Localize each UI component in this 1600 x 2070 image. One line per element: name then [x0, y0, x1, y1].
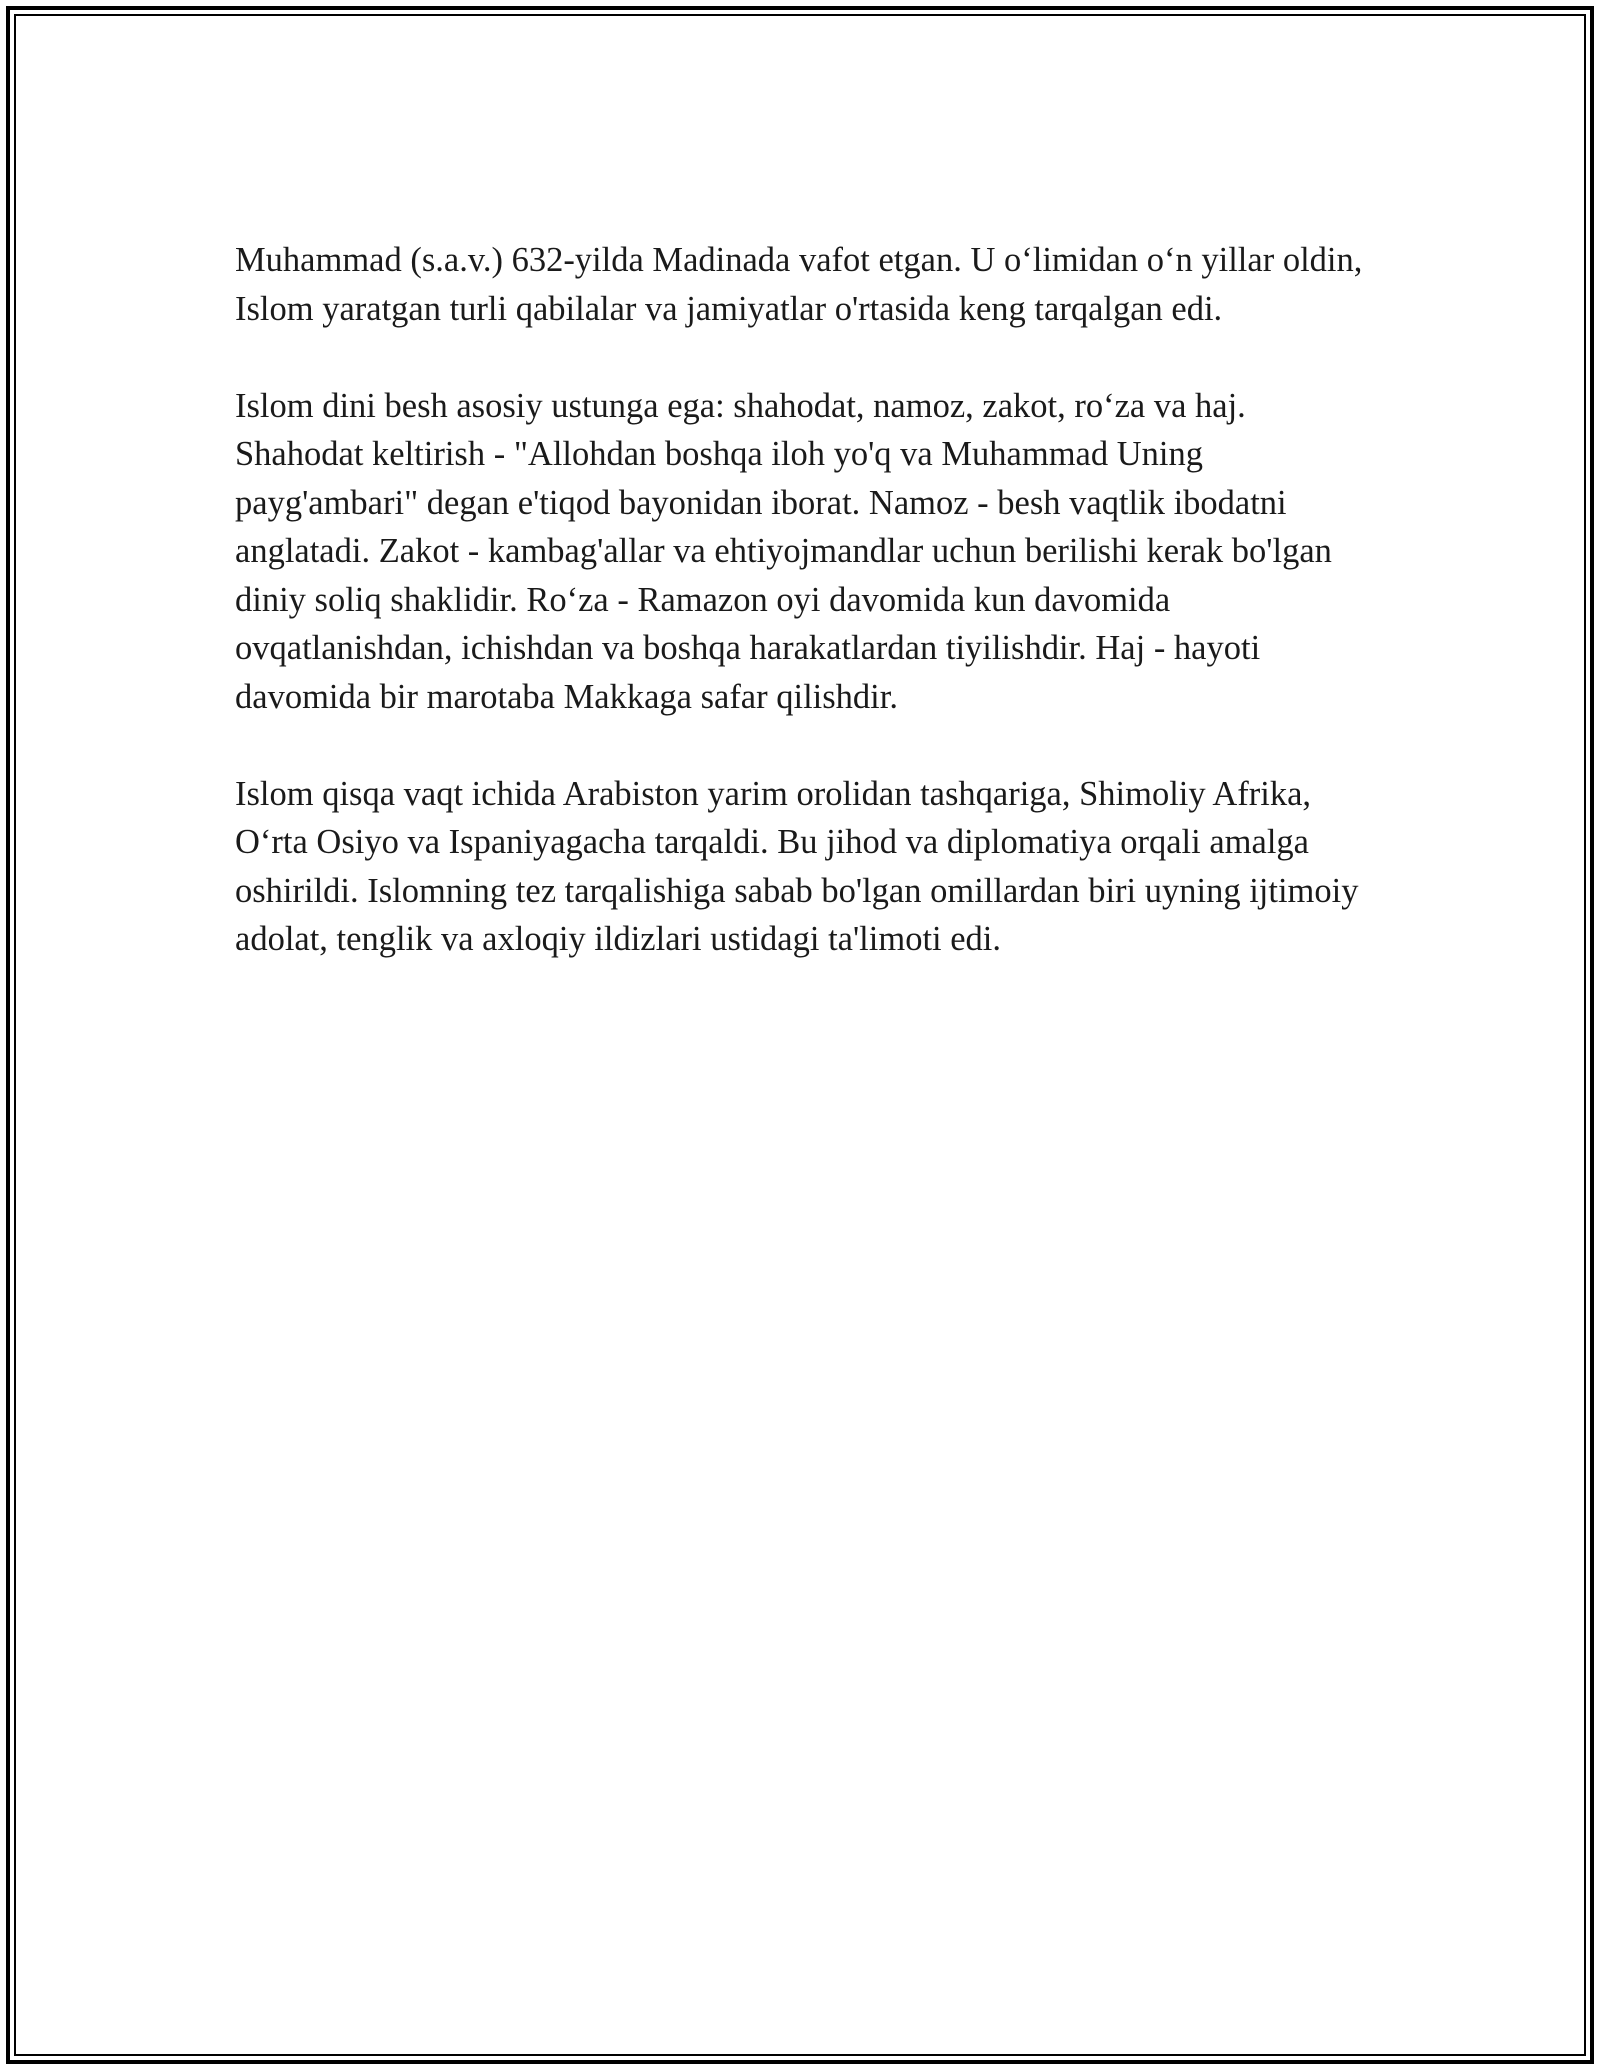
- paragraph-3: Islom qisqa vaqt ichida Arabiston yarim orolidan tashqariga, Shimoliy Afrika, O‘rta Osiyo va Ispaniyagacha tarqaldi. Bu jihod va diplomatiya orqali amalga oshirildi. Islomning tez tarqalishiga sabab bo'lgan omillardan biri uyning ijtimoiy adolat, tenglik va axloqiy ildizlari ustidagi ta'limoti edi.: [235, 774, 1359, 958]
- paragraph-2: Islom dini besh asosiy ustunga ega: shahodat, namoz, zakot, ro‘za va haj. Shahodat keltirish - "Allohdan boshqa iloh yo'q va Muhammad Uning payg'ambari" degan e'tiqod bayonidan iborat. Namoz - besh vaqtlik ibodatni anglatadi. Zakot - kambag'allar va ehtiyojmandlar uchun berilishi kerak bo'lgan diniy soliq shaklidir. Ro‘za - Ramazon oyi davomida kun davomida ovqatlanishdan, ichishdan va boshqa harakatlardan tiyilishdir. Haj - hayoti davomida bir marotaba Makkaga safar qilishdir.: [235, 386, 1332, 716]
- paragraph-1: Muhammad (s.a.v.) 632-yilda Madinada vafot etgan. U o‘limidan o‘n yillar oldin, Islom yaratgan turli qabilalar va jamiyatlar o'rtasida keng tarqalgan edi.: [235, 241, 1363, 328]
- document-body: [235, 236, 1365, 1012]
